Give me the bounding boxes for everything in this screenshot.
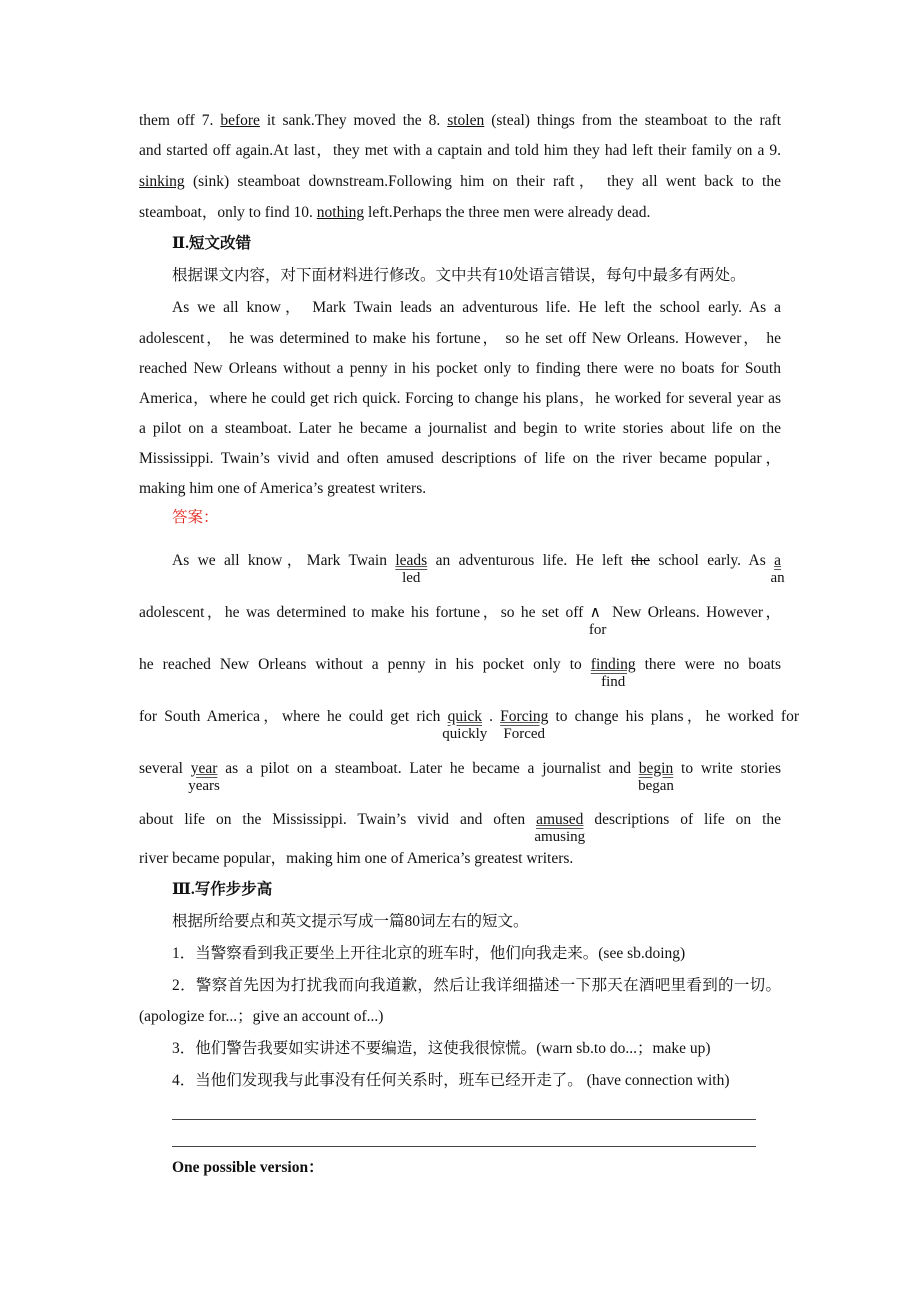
text-line [139,1008,781,1026]
error-word [534,811,586,845]
writing-line [172,1119,756,1120]
text-line [172,1159,781,1177]
text-line [172,299,781,317]
correction: find [601,674,626,690]
answer-blank: nothing [316,204,365,221]
text: and started off again.At last，they met with a captain and told him they had left their family on a 9. [139,142,781,159]
text-line [139,604,781,638]
text-line [139,811,782,845]
error-word [638,760,674,794]
text: about life on the Mississippi. Twain’s vivid and often [139,811,537,828]
text: One possible version： [172,1159,324,1176]
text: 4．当他们发现我与此事没有任何关系时，班车已经开走了。 (have connection with) [172,1072,730,1089]
text-line [172,267,781,285]
deleted-word: the [631,552,650,569]
text-line [139,450,781,468]
text: Ⅲ.写作步步高 [172,881,273,898]
text-line [139,760,782,794]
error-word [188,760,220,794]
text: left.Perhaps the three men were already dead. [368,204,651,221]
original-word: a [774,552,782,569]
text: it sank.They moved the 8. [266,112,448,129]
text: steamboat，only to find 10. [139,204,317,221]
text: . [489,708,501,725]
text: As we all know， Mark Twain leads an adventurous life. He left the school early. As a [172,299,781,316]
text-line [172,235,781,253]
text: for South America，where he could get rich [139,708,448,725]
text-line [139,204,781,222]
text: an adventurous life. He left [435,552,632,569]
text: reached New Orleans without a penny in his pocket only to finding there were no boats for South [139,360,781,377]
text-line [139,173,781,191]
correction: quickly [442,726,488,742]
text: descriptions of life on the [594,811,782,828]
text: them off 7. [139,112,221,129]
text: he reached New Orleans without a penny in his pocket only to [139,656,591,673]
answer-blank: sinking [139,173,185,190]
original-word: leads [395,552,428,569]
correction: led [402,570,421,586]
original-word: finding [590,656,636,673]
text: adolescent，he was determined to make his fortune，so he set off [139,604,590,621]
error-word [500,708,549,742]
text: 根据课文内容，对下面材料进行修改。文中共有10处语言错误，每句中最多有两处。 [172,267,746,284]
text: Ⅱ.短文改错 [172,235,251,252]
text-line [172,509,781,527]
text-line [139,850,781,868]
text: river became popular，making him one of America’s greatest writers. [139,850,574,867]
text-line [172,881,781,899]
text-line [172,977,781,995]
text: As we all know，Mark Twain [172,552,396,569]
text: 答案： [172,509,219,526]
correction: began [638,778,674,794]
text: to write stories [681,760,782,777]
text: making him one of America’s greatest writers. [139,480,427,497]
correction: years [188,778,220,794]
text-line [139,360,781,378]
text: (steal) things from the steamboat to the raft [491,112,781,129]
error-word [770,552,785,586]
text-line [139,480,781,498]
correction: amusing [534,829,586,845]
text-line [139,390,781,408]
text: to change his plans，he worked for [555,708,800,725]
text: 2．警察首先因为打扰我而向我道歉，然后让我详细描述一下那天在酒吧里看到的一切。 [172,977,781,994]
error-word [442,708,488,742]
text-line [172,1040,781,1058]
original-word: ∧ [589,604,602,621]
text: school early. As [658,552,775,569]
text-line [139,420,781,438]
correction: Forced [503,726,546,742]
text: (sink) steamboat downstream.Following him on their raft， they all went back to the [192,173,781,190]
correction: an [770,570,785,586]
text: as a pilot on a steamboat. Later he became a journalist and [225,760,639,777]
answer-blank: before [220,112,260,129]
original-word: year [190,760,218,777]
original-word: begin [638,760,674,777]
error-word [395,552,428,586]
correction: for [588,622,607,638]
text-line [139,142,781,160]
text: a pilot on a steamboat. Later he became a journalist and begin to write stories about life on the [139,420,781,437]
text-line [172,1072,781,1090]
text: America，where he could get rich quick. Forcing to change his plans，he worked for several year as [139,390,781,407]
insert-caret [588,604,607,638]
writing-line [172,1146,756,1147]
text: there were no boats [644,656,781,673]
text: adolescent， he was determined to make his fortune， so he set off New Orleans. However， he [139,330,781,347]
text: (apologize for...；give an account of...) [139,1008,384,1025]
text-line [139,112,781,130]
original-word: amused [536,811,584,828]
text: Mississippi. Twain’s vivid and often amused descriptions of life on the river became popular， [139,450,781,467]
text: several [139,760,191,777]
original-word: Forcing [500,708,549,725]
text-line [139,330,781,348]
text-line [139,708,800,742]
text: New Orleans. However， [612,604,781,621]
error-word [590,656,636,690]
answer-blank: stolen [447,112,485,129]
original-word: quick [447,708,482,725]
text-line [172,552,785,586]
text-line [139,656,781,690]
text: 1．当警察看到我正要坐上开往北京的班车时，他们向我走来。(see sb.doing) [172,945,686,962]
text: 根据所给要点和英文提示写成一篇80词左右的短文。 [172,913,529,930]
text-line [172,945,781,963]
text-line [172,913,781,931]
text: 3．他们警告我要如实讲述不要编造，这使我很惊慌。(warn sb.to do...；make up) [172,1040,711,1057]
